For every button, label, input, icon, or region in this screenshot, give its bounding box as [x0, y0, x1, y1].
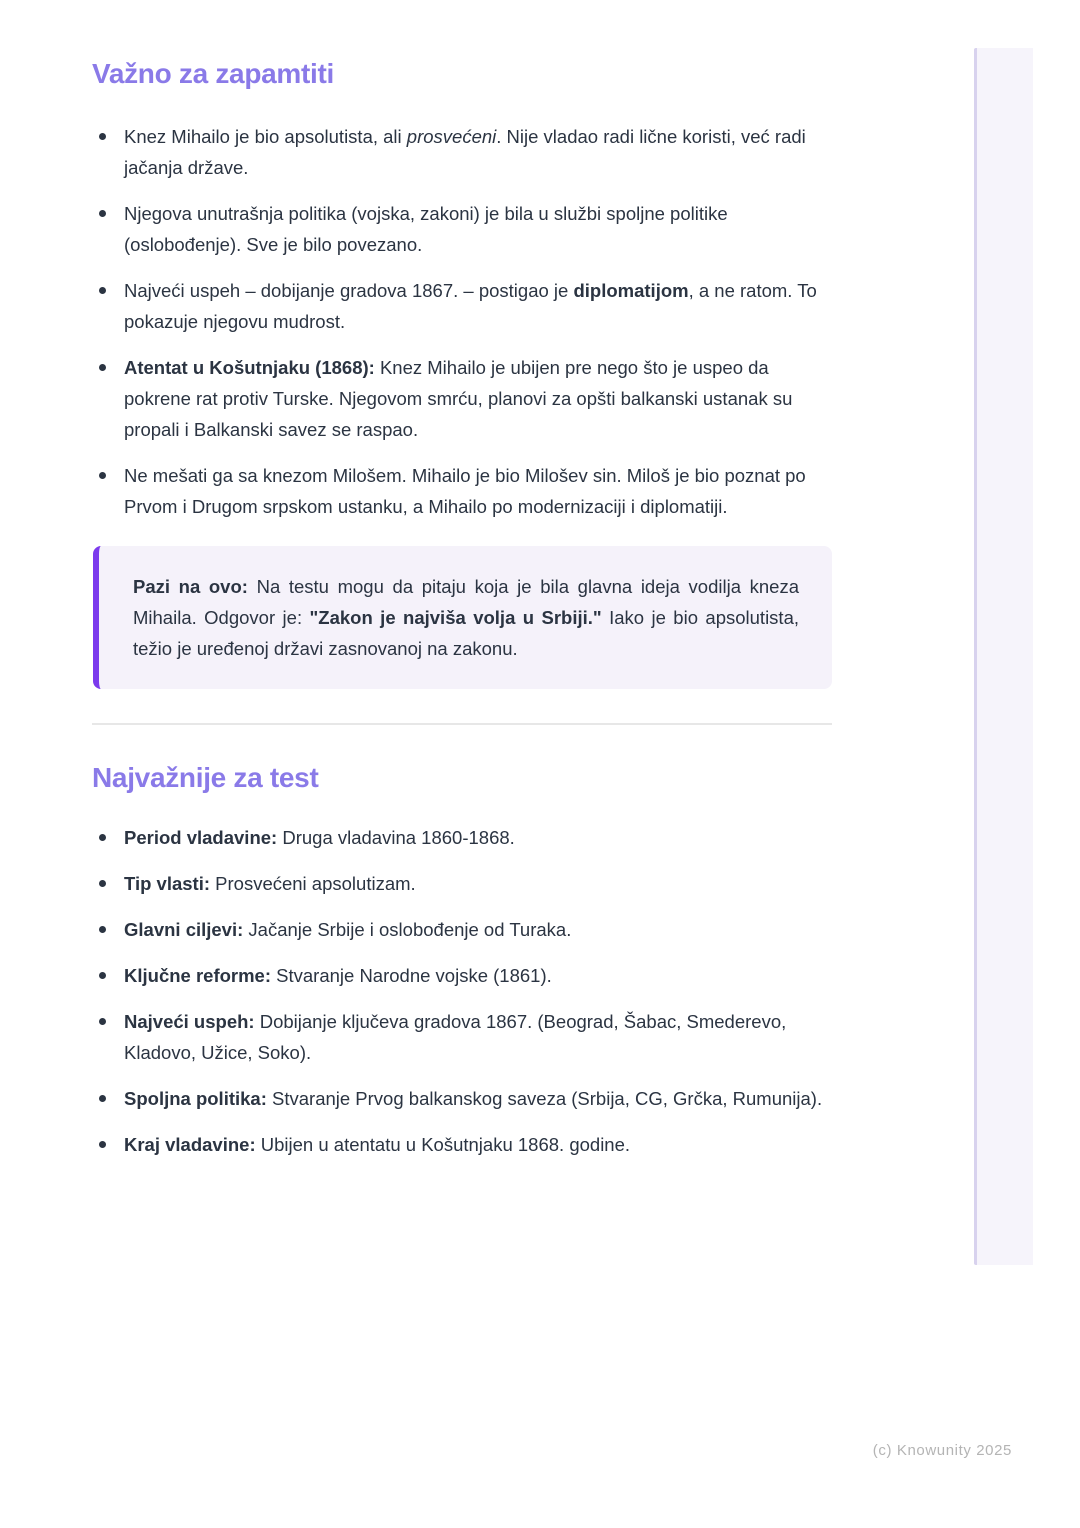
- callout-text: [133, 571, 799, 664]
- text-segment: Stvaranje Prvog balkanskog saveza (Srbija, CG, Grčka, Rumunija).: [272, 1088, 823, 1110]
- page-margin-strip: [974, 48, 1033, 1265]
- list-item: [124, 1129, 832, 1160]
- section-title-vazno-za-zapamtiti: Važno za zapamtiti: [92, 58, 334, 89]
- text-segment: "Zakon je najviša volja u Srbiji.": [309, 606, 610, 628]
- text-segment: diplomatijom: [573, 279, 689, 301]
- list-item: [124, 275, 832, 337]
- list-item: [124, 198, 832, 260]
- text-segment: Najveći uspeh – dobijanje gradova 1867. – postigao je: [124, 279, 574, 301]
- text-segment: Njegova unutrašnja politika (vojska, zakoni) je bila u službi spoljne politike (oslobođenje). Sve je bilo povezano.: [124, 202, 728, 255]
- text-segment: Iako je bio apsolutista, težio je uređenoj državi zasnovanoj na zakonu.: [133, 606, 799, 659]
- list-item: [124, 960, 832, 991]
- text-segment: Ubijen u atentatu u Košutnjaku 1868. godine.: [260, 1134, 631, 1156]
- text-segment: Knez Mihailo je ubijen pre nego što je uspeo da pokrene rat protiv Turske. Njegovom smrću, planovi za opšti balkanski ustanak su propali i Balkanski savez se raspao.: [124, 356, 793, 440]
- list-item: [124, 914, 832, 945]
- bullet-list-vazno-za-zapamtiti: [92, 121, 832, 522]
- text-segment: prosvećeni: [406, 125, 497, 147]
- section-title-najvaznije-za-test: Najvažnije za test: [92, 761, 319, 793]
- list-item: [124, 460, 832, 522]
- text-segment: Dobijanje ključeva gradova 1867. (Beograd, Šabac, Smederevo, Kladovo, Užice, Soko).: [124, 1011, 787, 1064]
- text-segment: Ključne reforme:: [124, 965, 277, 987]
- callout-pazi-na-ovo: [93, 546, 832, 689]
- bullet-list-najvaznije-za-test: [92, 822, 832, 1160]
- list-item: [124, 822, 832, 853]
- text-segment: Knez Mihailo je bio apsolutista, ali: [124, 125, 407, 147]
- text-segment: . Nije vladao radi lične koristi, već radi jačanja države.: [124, 125, 806, 178]
- text-segment: Stvaranje Narodne vojske (1861).: [276, 965, 552, 987]
- list-item: [124, 868, 832, 899]
- text-segment: Spoljna politika:: [124, 1088, 273, 1110]
- notes-page: [92, 40, 832, 1175]
- list-item: [124, 121, 832, 183]
- text-segment: Najveći uspeh:: [124, 1011, 260, 1033]
- text-segment: Jačanje Srbije i oslobođenje od Turaka.: [248, 919, 572, 941]
- list-item: [124, 352, 832, 445]
- copyright-footer: (c) Knowunity 2025: [872, 1442, 1012, 1459]
- section-divider: [92, 723, 832, 725]
- text-segment: Atentat u Košutnjaku (1868):: [124, 356, 380, 378]
- text-segment: Period vladavine:: [124, 827, 283, 849]
- text-segment: Glavni ciljevi:: [124, 919, 249, 941]
- text-segment: Druga vladavina 1860-1868.: [282, 827, 515, 849]
- text-segment: Prosvećeni apsolutizam.: [215, 873, 416, 895]
- text-segment: Na testu mogu da pitaju koja je bila glavna ideja vodilja kneza Mihaila. Odgovor je:: [133, 575, 799, 628]
- text-segment: Tip vlasti:: [124, 873, 216, 895]
- list-item: [124, 1083, 832, 1114]
- list-item: [124, 1006, 832, 1068]
- text-segment: Pazi na ovo:: [133, 575, 257, 597]
- text-segment: Kraj vladavine:: [124, 1134, 261, 1156]
- text-segment: , a ne ratom. To pokazuje njegovu mudrost.: [124, 279, 817, 332]
- text-segment: Ne mešati ga sa knezom Milošem. Mihailo je bio Milošev sin. Miloš je bio poznat po Prvom i Drugom srpskom ustanku, a Mihailo po modernizaciji i diplomatiji.: [124, 464, 806, 517]
